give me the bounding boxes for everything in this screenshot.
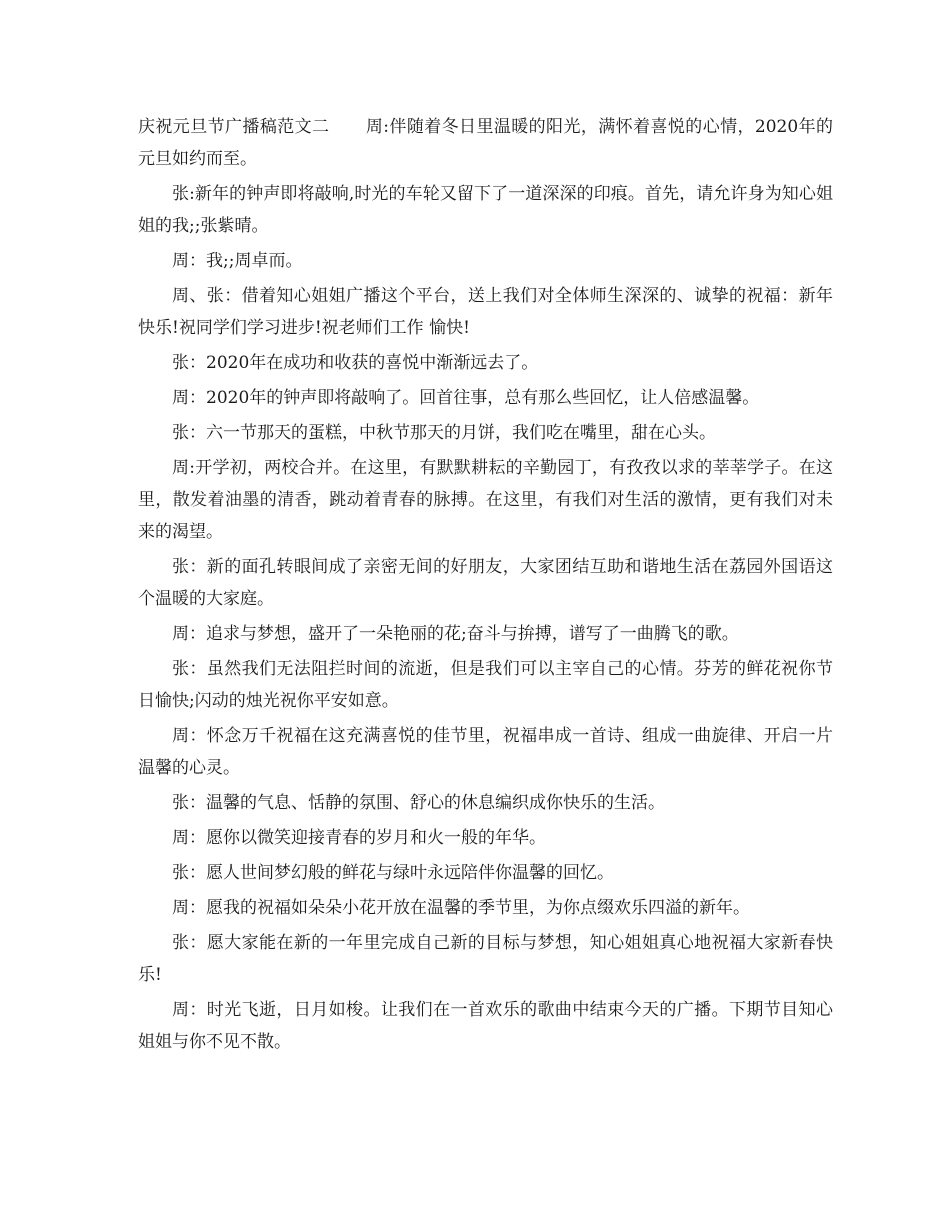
paragraph: 张：愿大家能在新的一年里完成自己新的目标与梦想，知心姐姐真心地祝福大家新春快乐! [138, 933, 833, 985]
title-paragraph [138, 111, 833, 175]
paragraph: 周:开学初，两校合并。在这里，有默默耕耘的辛勤园丁，有孜孜以求的莘莘学子。在这里，散发着油墨的清香，跳动着青春的脉搏。在这里，有我们对生活的激情，更有我们对未来的渴望。 [138, 458, 833, 542]
paragraph: 周：怀念万千祝福在这充满喜悦的佳节里，祝福串成一首诗、组成一曲旋律、开启一片温馨的心灵。 [138, 726, 833, 778]
paragraph: 张：温馨的气息、恬静的氛围、舒心的休息编织成你快乐的生活。 [172, 793, 665, 813]
opening-line: 周:伴随着冬日里温暖的阳光，满怀着喜悦的心情，2020年的元旦如约而至。 [138, 117, 833, 169]
paragraph: 周：追求与梦想，盛开了一朵艳丽的花;奋斗与拚搏，谱写了一曲腾飞的歌。 [172, 624, 739, 644]
paragraph: 张：新的面孔转眼间成了亲密无间的好朋友，大家团结互助和谐地生活在荔园外国语这个温暖的大家庭。 [138, 557, 833, 609]
document-body [138, 111, 833, 1061]
paragraph: 张：虽然我们无法阻拦时间的流逝，但是我们可以主宰自己的心情。芬芳的鲜花祝你节日愉快;闪动的烛光祝你平安如意。 [138, 659, 833, 711]
paragraph: 张：愿人世间梦幻般的鲜花与绿叶永远陪伴你温馨的回忆。 [172, 863, 614, 883]
document-title: 庆祝元旦节广播稿范文二 [138, 117, 330, 137]
paragraph: 张：六一节那天的蛋糕，中秋节那天的月饼，我们吃在嘴里，甜在心头。 [172, 423, 716, 443]
paragraph: 周、张：借着知心姐姐广播这个平台，送上我们对全体师生深深的、诚挚的祝福：新年快乐!祝同学们学习进步!祝老师们工作 愉快! [138, 286, 833, 338]
paragraph: 周：我;;周卓而。 [172, 251, 303, 271]
paragraph: 周：2020年的钟声即将敲响了。回首往事，总有那么些回忆，让人倍感温馨。 [172, 388, 760, 408]
paragraph: 周：愿我的祝福如朵朵小花开放在温馨的季节里，为你点缀欢乐四溢的新年。 [172, 898, 750, 918]
paragraph: 周：愿你以微笑迎接青春的岁月和火一般的年华。 [172, 828, 546, 848]
paragraph: 周：时光飞逝，日月如梭。让我们在一首欢乐的歌曲中结束今天的广播。下期节目知心姐姐与你不见不散。 [138, 1000, 833, 1052]
paragraph: 张：2020年在成功和收获的喜悦中渐渐远去了。 [172, 353, 539, 373]
paragraph: 张:新年的钟声即将敲响,时光的车轮又留下了一道深深的印痕。首先，请允许身为知心姐姐的我;;张紫晴。 [138, 184, 833, 236]
